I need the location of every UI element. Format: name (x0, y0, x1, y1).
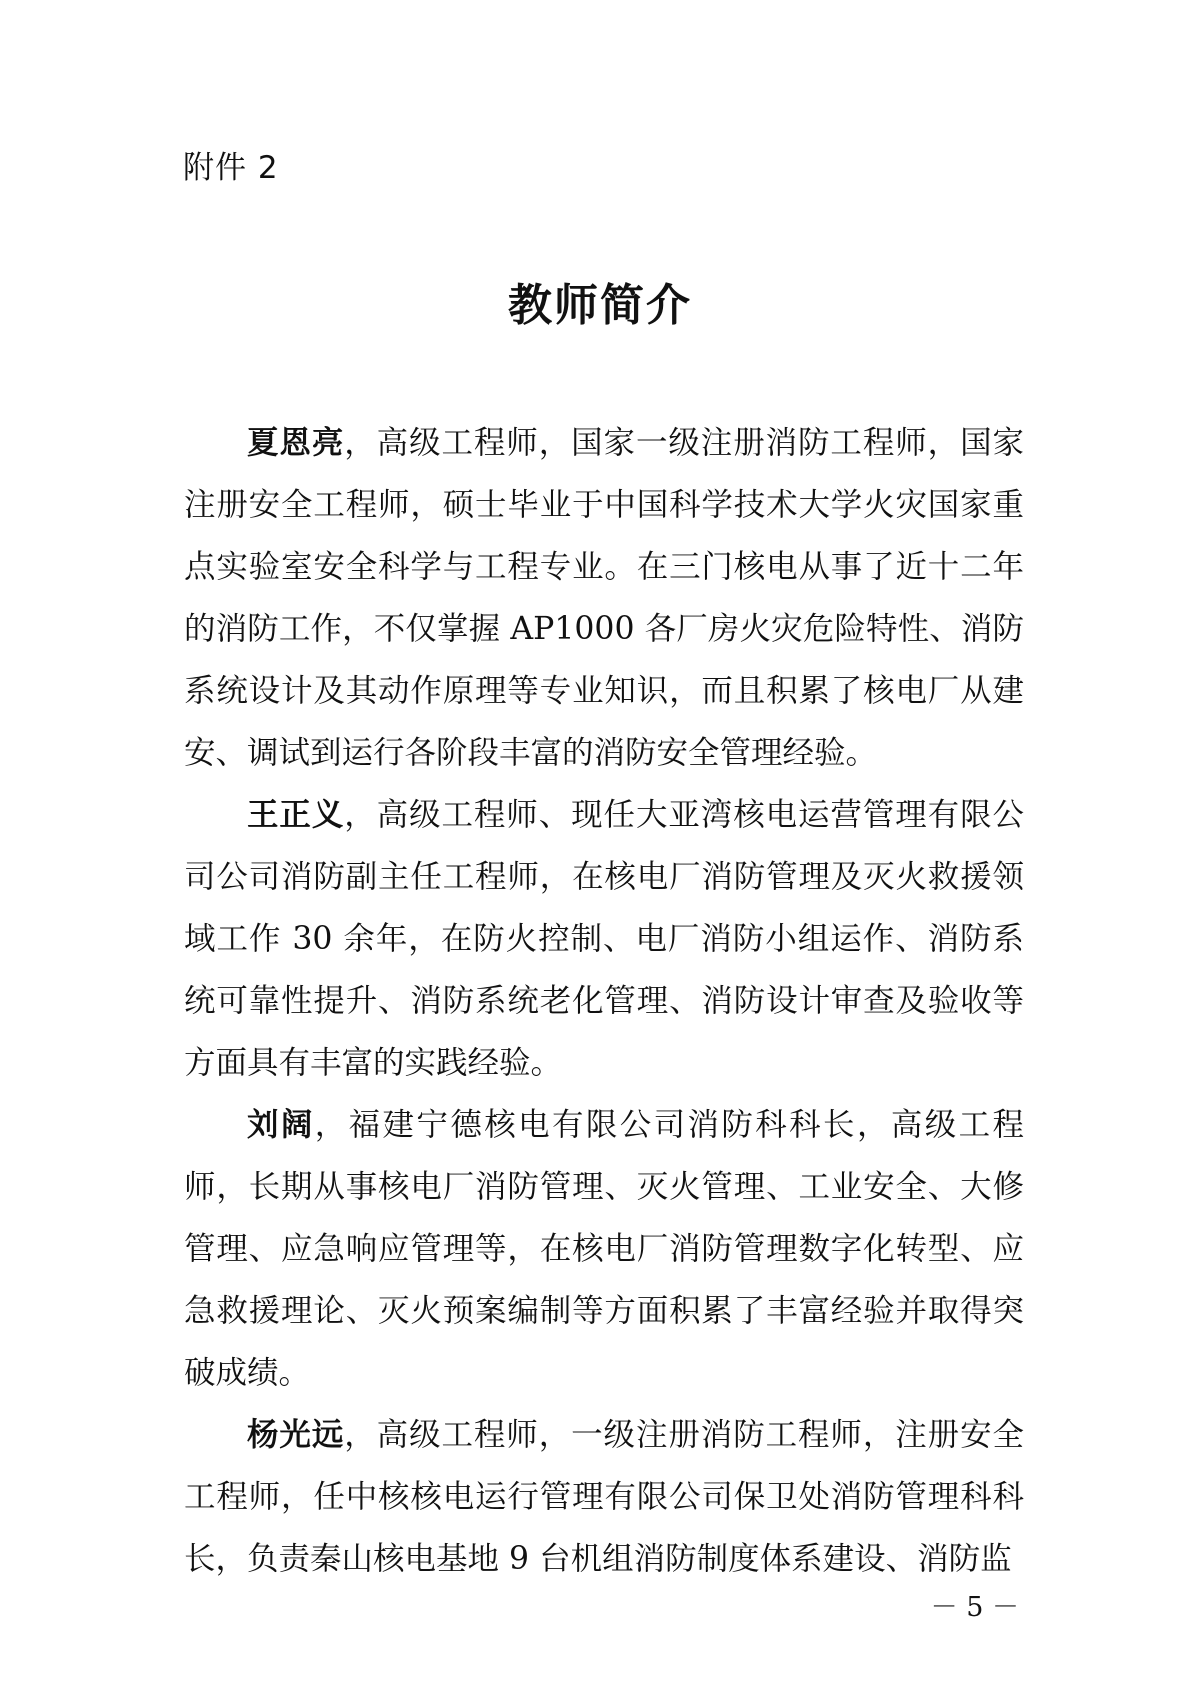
document-title: 教师简介 (508, 280, 692, 331)
teacher-name: 杨光远 (247, 1416, 345, 1453)
teacher-name: 王正义 (247, 796, 345, 833)
teacher-paragraph (184, 1404, 1024, 1590)
teacher-paragraph (184, 784, 1024, 1094)
teacher-bio: ，福建宁德核电有限公司消防科科长，高级工程师，长期从事核电厂消防管理、灭火管理、工业安全、大修管理、应急响应管理等，在核电厂消防管理数字化转型、应急救援理论、灭火预案编制等方面积累了丰富经验并取得突破成绩。 (184, 1107, 1024, 1391)
attachment-label: 附件 2 (183, 150, 279, 186)
page-number: － 5 － (930, 1592, 1019, 1623)
document-body (184, 412, 1024, 1590)
teacher-bio: ，高级工程师，一级注册消防工程师，注册安全工程师，任中核核电运行管理有限公司保卫处消防管理科科长，负责秦山核电基地 9 台机组消防制度体系建设、消防监 (184, 1417, 1024, 1577)
teacher-paragraph (184, 412, 1024, 784)
teacher-bio: ，高级工程师、现任大亚湾核电运营管理有限公司公司消防副主任工程师，在核电厂消防管理及灭火救援领域工作 30 余年，在防火控制、电厂消防小组运作、消防系统可靠性提升、消防系统老化管理、消防设计审查及验收等方面具有丰富的实践经验。 (184, 797, 1024, 1081)
teacher-name: 夏恩亮 (247, 424, 345, 461)
teacher-paragraph (184, 1094, 1024, 1404)
teacher-name: 刘阔 (247, 1106, 315, 1143)
teacher-bio: ，高级工程师，国家一级注册消防工程师，国家注册安全工程师，硕士毕业于中国科学技术大学火灾国家重点实验室安全科学与工程专业。在三门核电从事了近十二年的消防工作，不仅掌握 AP1000 各厂房火灾危险特性、消防系统设计及其动作原理等专业知识，而且积累了核电厂从建安、调试到运行各阶段丰富的消防安全管理经验。 (184, 425, 1024, 771)
